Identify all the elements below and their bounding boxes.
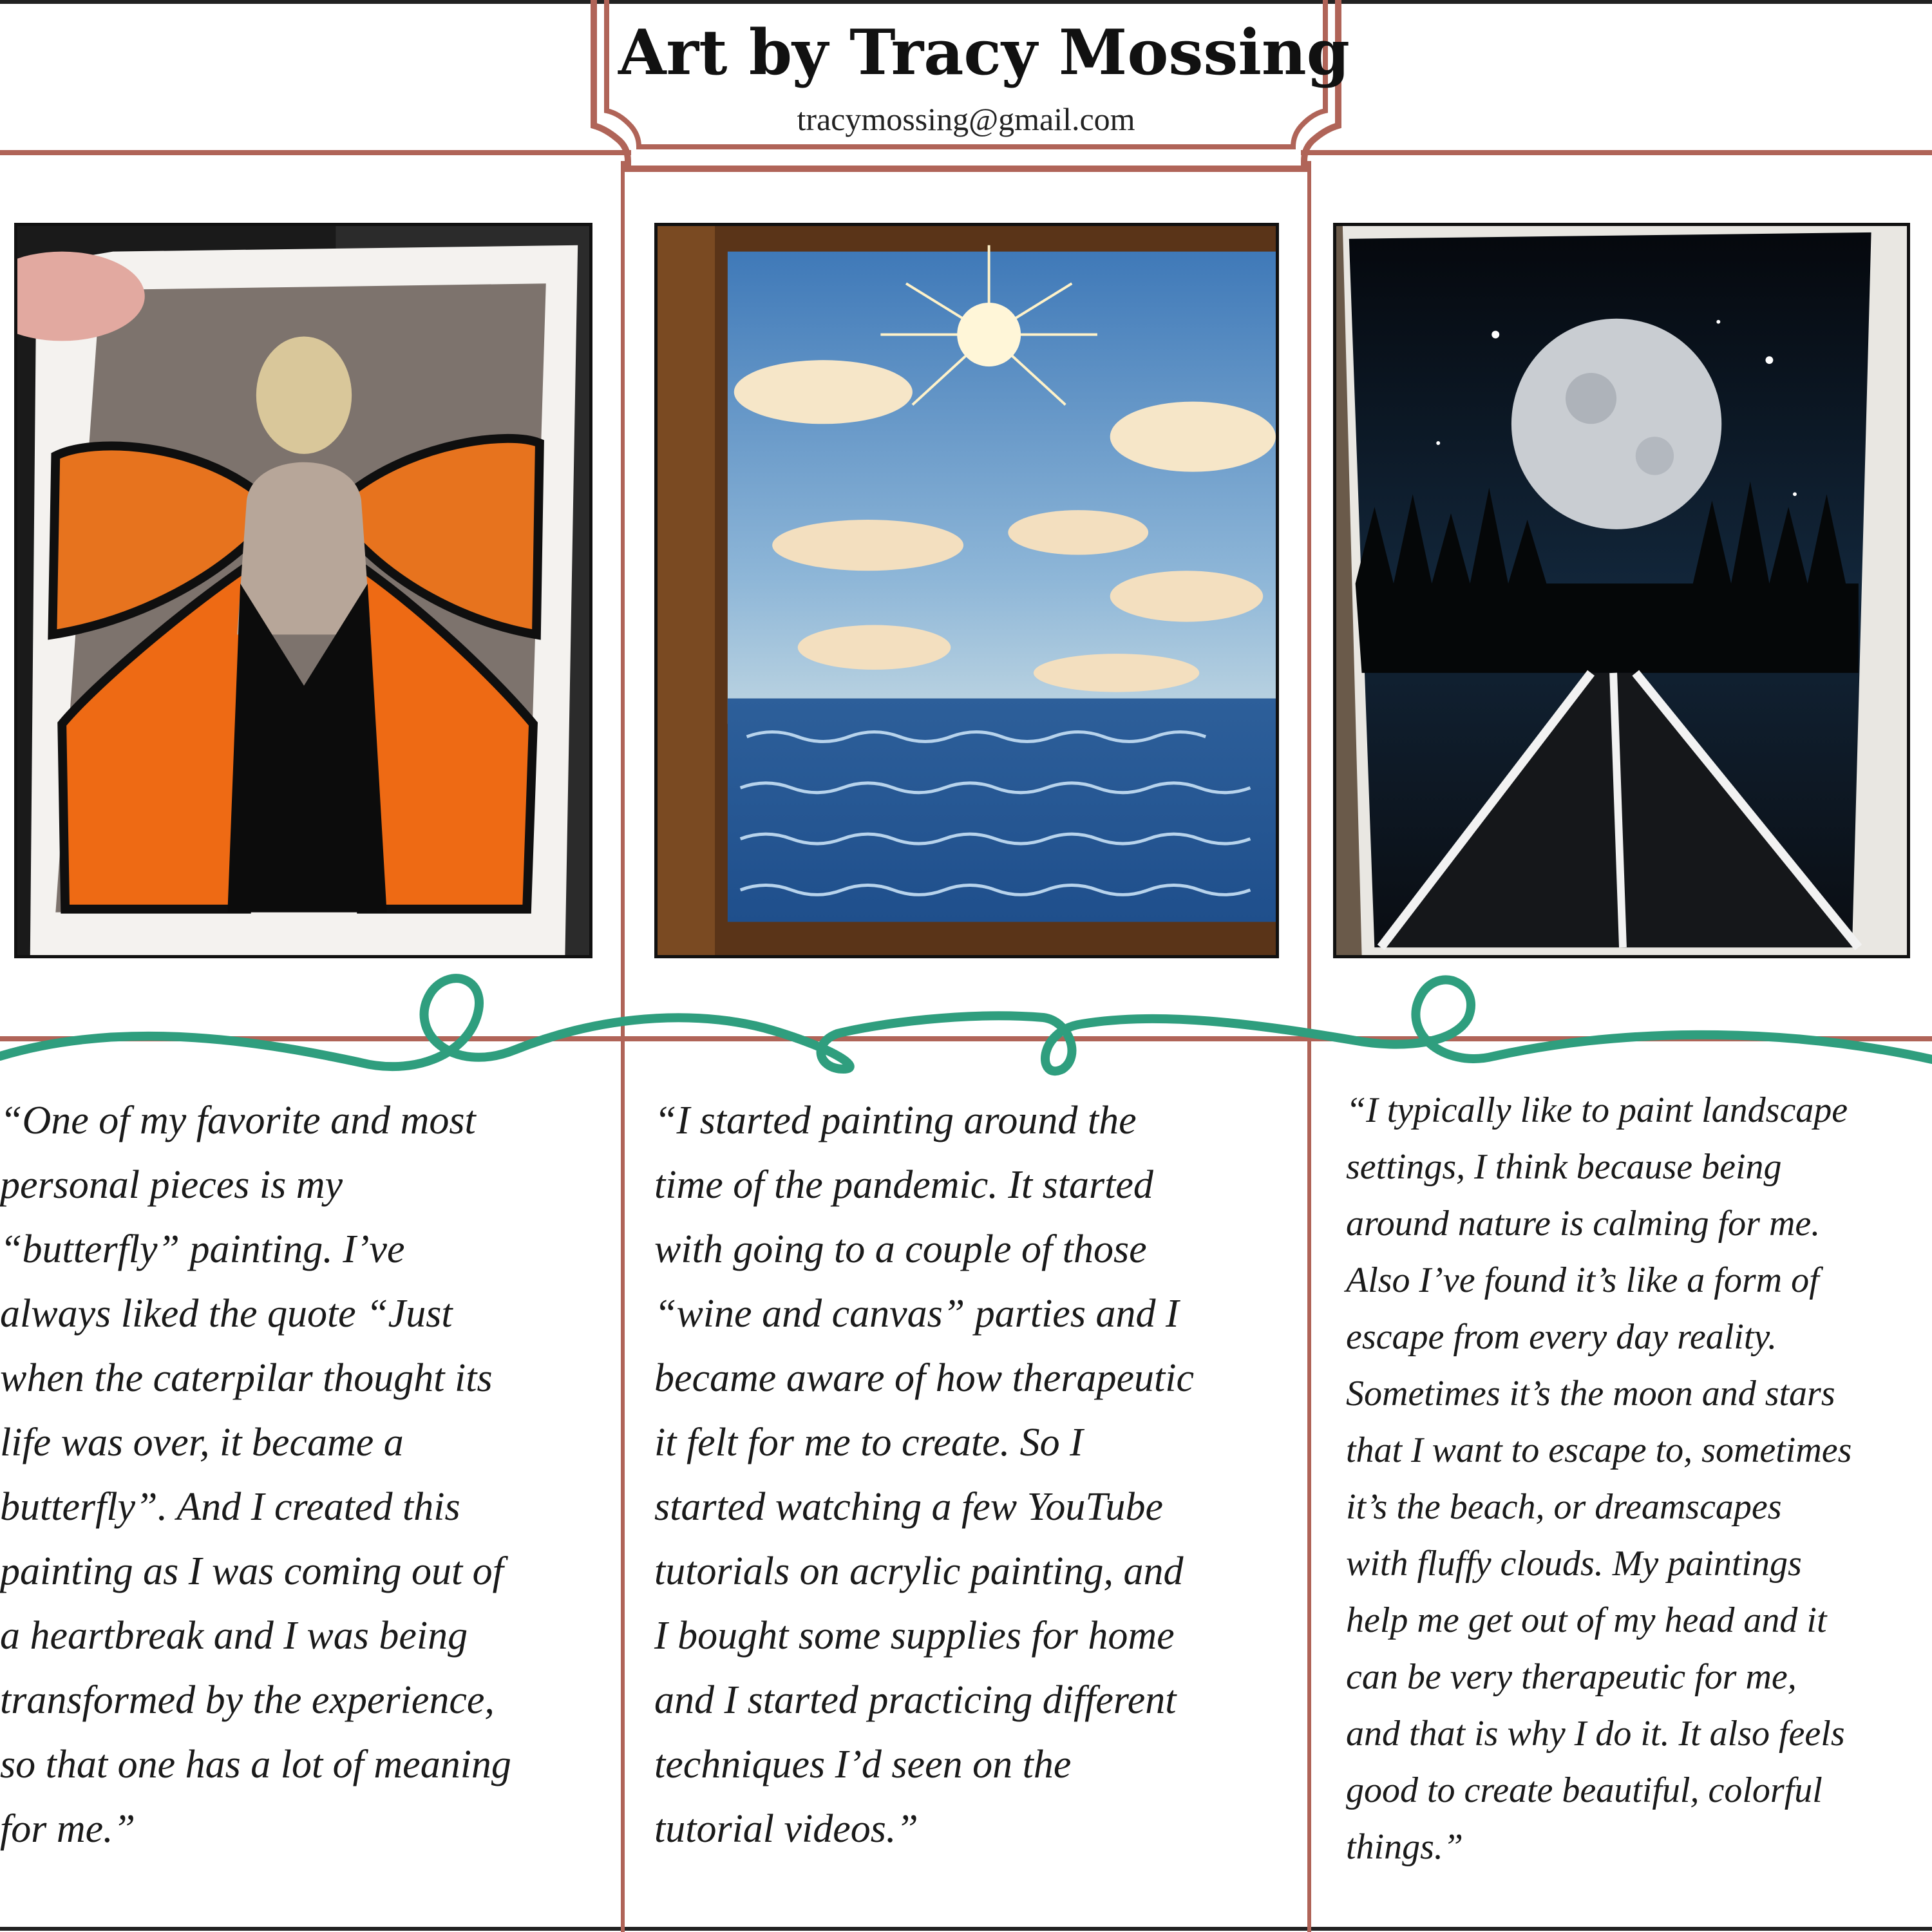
sun-ocean-painting-photo [654, 223, 1279, 958]
quote-sun-ocean: “I started painting around the time of the pandemic. It started with going to a couple of those “wine and canvas” parties and I became aware of how therapeutic it felt for me to create. So I started watching a few YouTube tutorials on acrylic painting, and I bought some supplies for home and I started practicing different techniques I’d seen on the tutorial videos.” [654, 1099, 1194, 1851]
butterfly-painting-photo [14, 223, 592, 958]
page-title: Art by Tracy Mossing [618, 16, 1350, 89]
teal-ribbon [0, 978, 1932, 1071]
moon-road-painting-photo [1333, 223, 1910, 958]
quote-moon-road: “I typically like to paint landscape settings, I think because being around nature is calming for me. Also I’ve found it’s like a form of escape from every day reality. Sometimes it’s the moon and stars that I want to escape to, sometimes it’s the beach, or dreamscapes with fluffy clouds. My paintings help me get out of my head and it can be very therapeutic for me, and that is why I do it. It also feels good to create beautiful, colorful things.” [1346, 1090, 1852, 1867]
quote-butterfly: “One of my favorite and most personal pieces is my “butterfly” painting. I’ve always liked the quote “Just when the caterpilar thought its life was over, it became a butterfly”. And I created this painting as I was coming out of a heartbreak and I was being transformed by the experience, so that one has a lot of meaning for me.” [0, 1099, 511, 1851]
contact-email: tracymossing@gmail.com [797, 101, 1135, 137]
